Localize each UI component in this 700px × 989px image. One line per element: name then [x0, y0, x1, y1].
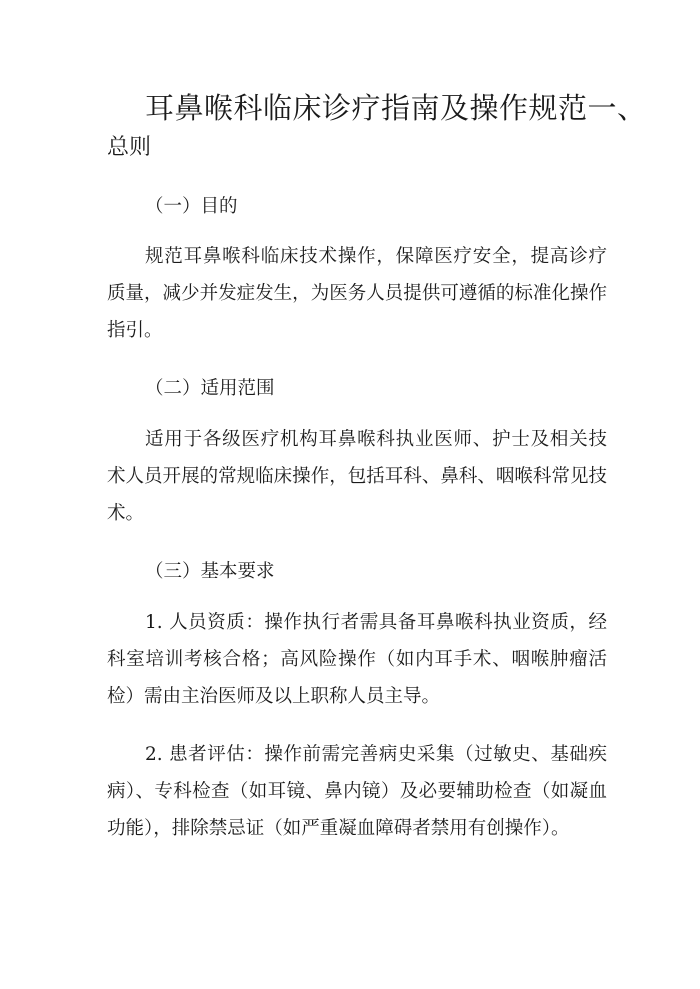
section-heading-purpose: （一）目的 — [145, 196, 238, 217]
section-heading-requirements: （三）基本要求 — [145, 561, 275, 582]
paragraph-patient-assessment: 2. 患者评估：操作前需完善病史采集（过敏史、基础疾病）、专科检查（如耳镜、鼻内镜）及必要辅助检查（如凝血功能），排除禁忌证（如严重凝血障碍者禁用有创操作）。 — [107, 744, 607, 839]
paragraph-scope: 适用于各级医疗机构耳鼻喉科执业医师、护士及相关技术人员开展的常规临床操作，包括耳科、鼻科、咽喉科常见技术。 — [107, 429, 607, 524]
paragraph-staff-qualification: 1. 人员资质：操作执行者需具备耳鼻喉科执业资质，经科室培训考核合格；高风险操作（如内耳手术、咽喉肿瘤活检）需由主治医师及以上职称人员主导。 — [107, 612, 607, 707]
paragraph-purpose: 规范耳鼻喉科临床技术操作，保障医疗安全，提高诊疗质量，减少并发症发生，为医务人员提供可遵循的标准化操作指引。 — [107, 246, 607, 341]
document-title: 耳鼻喉科临床诊疗指南及操作规范一、 — [145, 91, 647, 125]
section-title-general: 总则 — [107, 135, 152, 160]
section-heading-scope: （二）适用范围 — [145, 378, 275, 399]
